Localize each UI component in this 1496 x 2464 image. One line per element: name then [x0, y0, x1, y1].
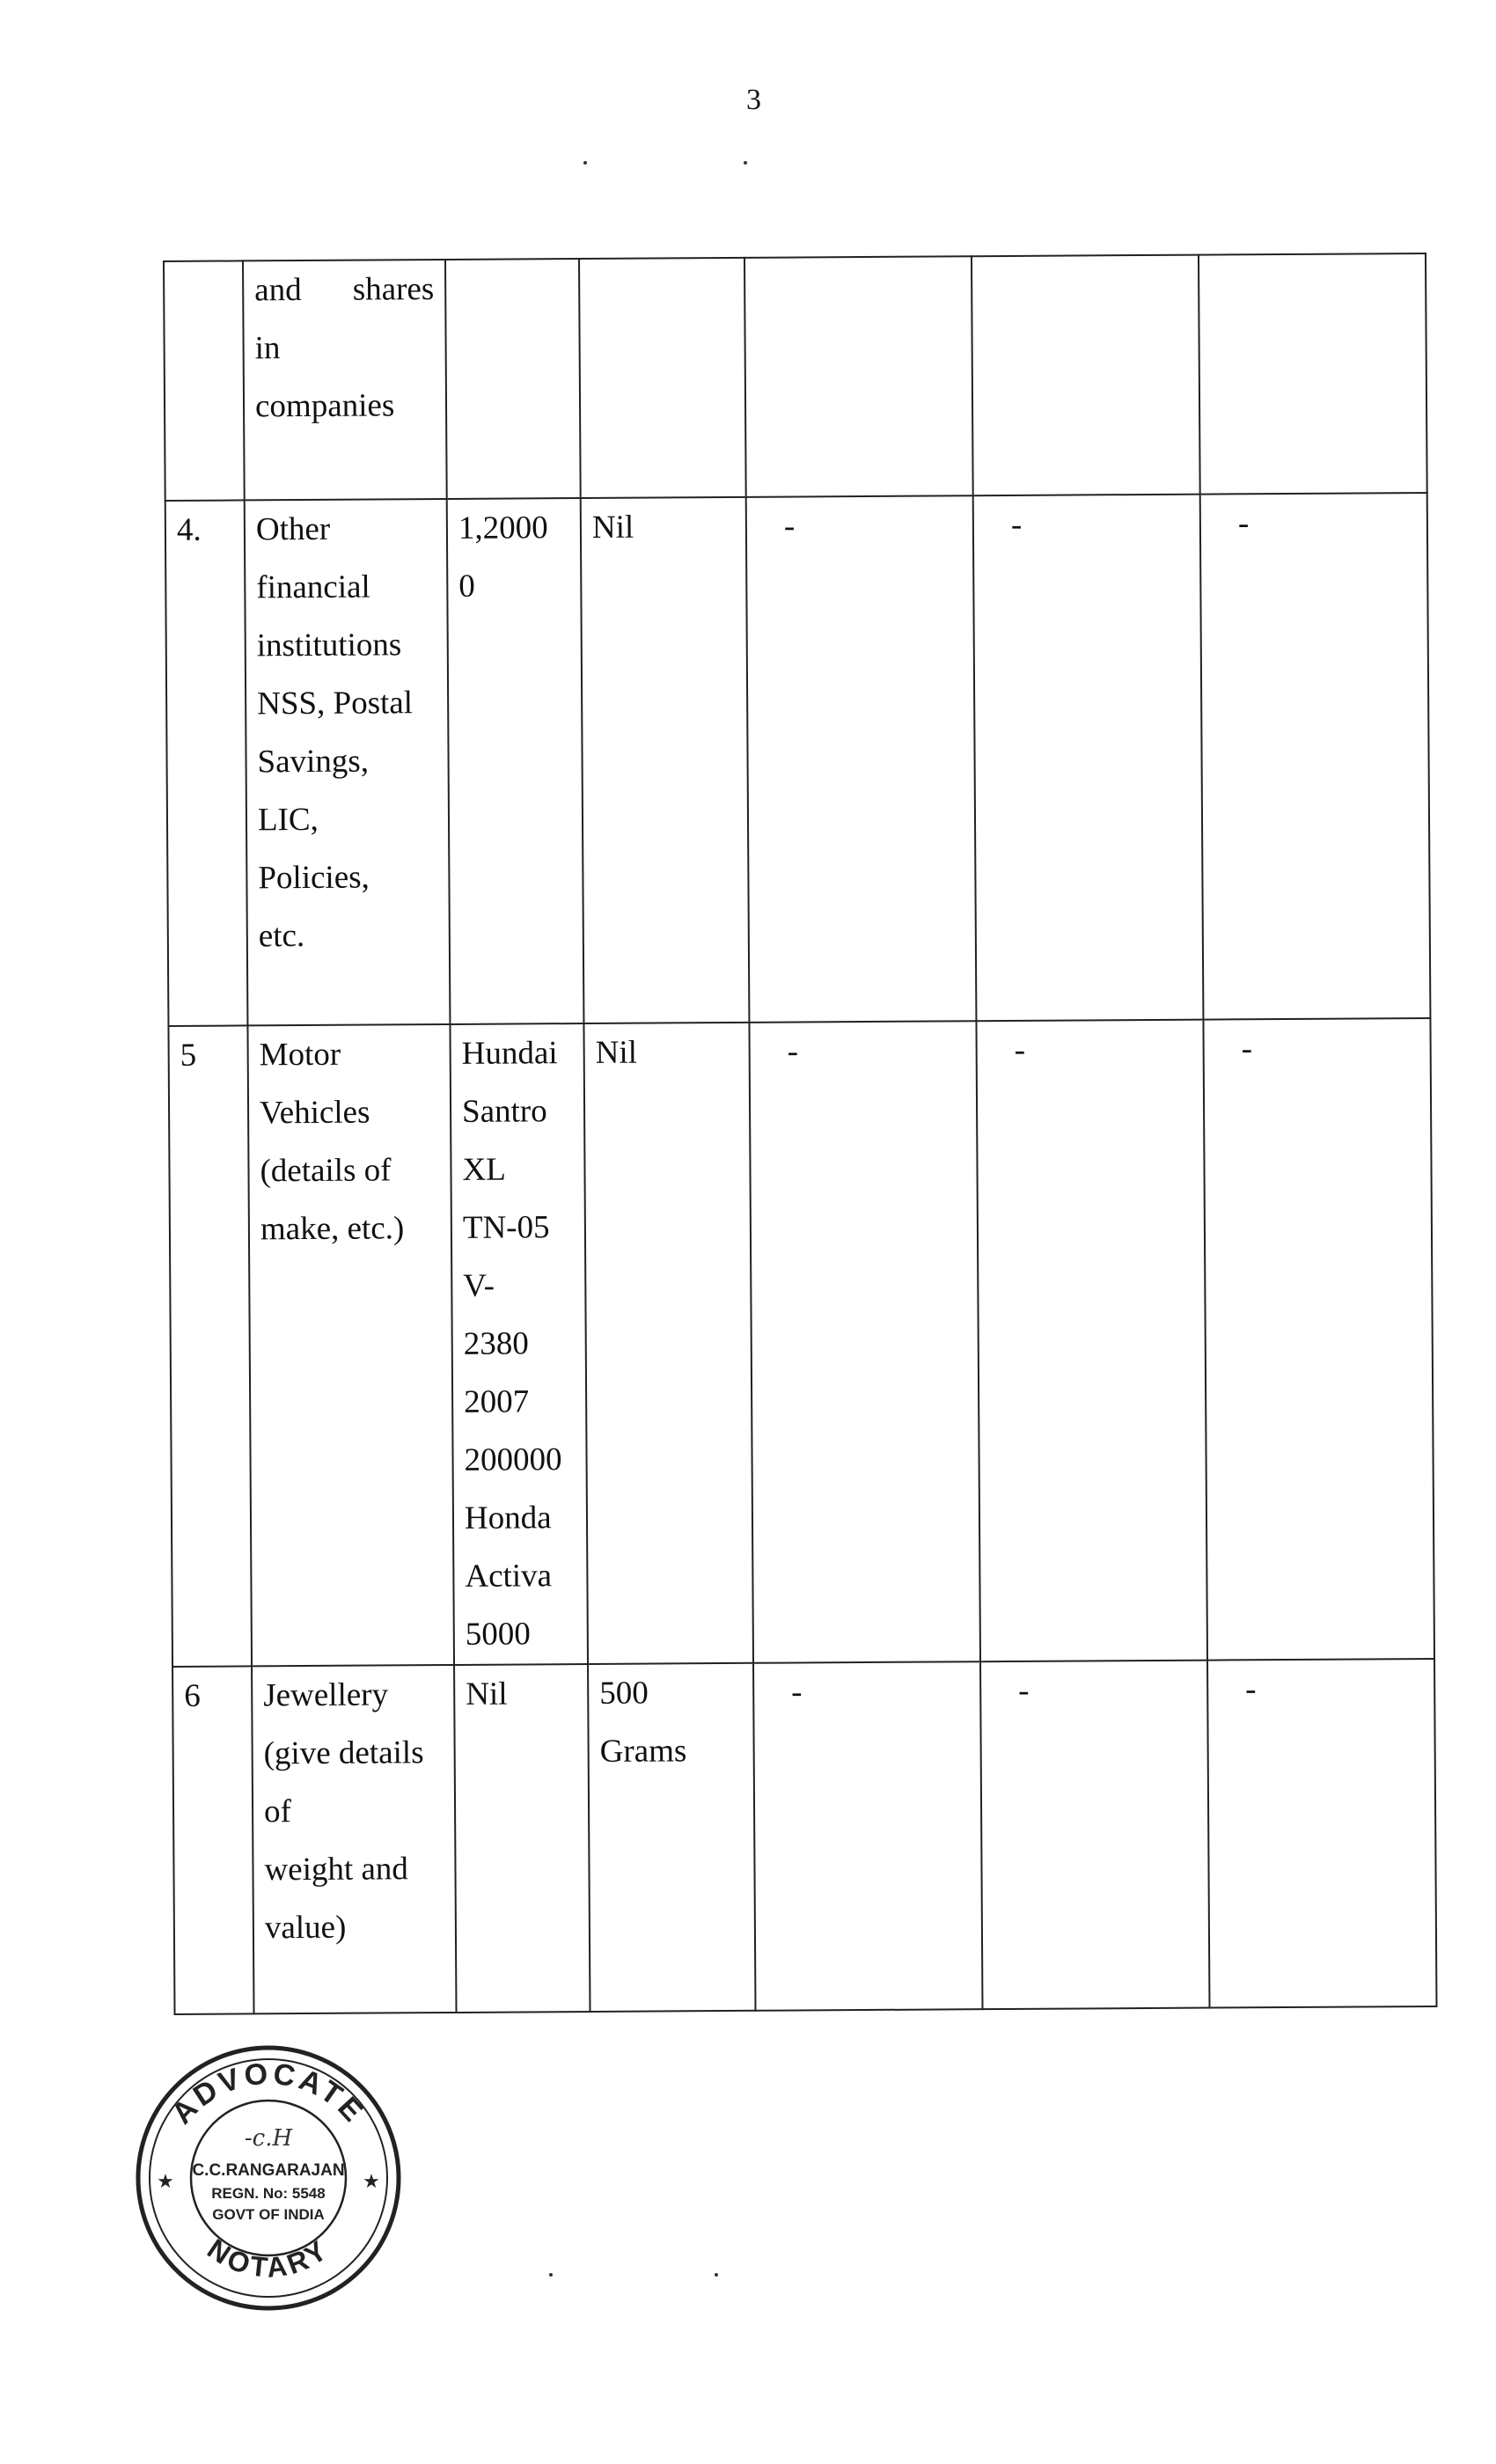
description-cell [243, 260, 447, 500]
value-line: 200000 [464, 1441, 562, 1478]
description-line: Vehicles [259, 1094, 370, 1132]
description-line: Jewellery [263, 1676, 389, 1714]
dash-mark: - [1245, 1671, 1257, 1708]
table-row [168, 1018, 1434, 1667]
description-line: weight and [264, 1851, 408, 1888]
value-line: 1,2000 [458, 510, 548, 546]
value-line: Honda [464, 1500, 552, 1536]
star-icon: ★ [157, 2170, 174, 2192]
description-word: and [254, 272, 302, 309]
description-line: NSS, Postal [257, 685, 414, 722]
value-cell [972, 255, 1200, 496]
scan-speck [744, 161, 747, 165]
description-line: etc. [258, 918, 305, 955]
description-line: companies [254, 387, 395, 425]
value-line: 2007 [464, 1383, 530, 1420]
scan-speck [715, 2273, 718, 2277]
value-cell [973, 495, 1204, 1022]
description-line: (give details [263, 1734, 424, 1772]
description-word: shares [352, 271, 435, 308]
dash-mark: - [1014, 1031, 1026, 1068]
dash-mark: - [787, 1033, 799, 1070]
value-line: Activa [465, 1558, 553, 1595]
value-cell [581, 497, 750, 1023]
description-line: LIC, [257, 801, 319, 839]
value-line: 0 [458, 568, 475, 605]
dash-mark: - [783, 508, 796, 545]
value-cell [447, 498, 584, 1024]
assets-declaration-table [163, 253, 1438, 2015]
value-line: Hundai [461, 1035, 558, 1072]
description-line: Motor [259, 1036, 341, 1074]
dash-mark: - [1018, 1672, 1030, 1709]
description-line: Savings, [257, 743, 370, 781]
value-cell [450, 1023, 588, 1665]
value-line: V- [463, 1267, 495, 1304]
value-cell [445, 259, 581, 499]
description-line: financial [256, 568, 370, 606]
value-cell [1207, 1659, 1436, 2008]
value-line: XL [462, 1151, 506, 1188]
value-line: Nil [595, 1034, 638, 1071]
description-line: in [254, 330, 281, 367]
serial-cell: 5 [168, 1025, 252, 1667]
description-line: Policies, [258, 859, 370, 897]
value-line: 500 [599, 1675, 649, 1712]
value-cell [753, 1661, 982, 2011]
scan-speck [583, 161, 587, 165]
signature: -c.H [244, 2125, 293, 2152]
stamp-bottom-text: NOTARY [202, 2233, 335, 2284]
description-line: of [263, 1793, 292, 1830]
value-cell [1200, 493, 1431, 1020]
stamp-name: C.C.RANGARAJAN [192, 2161, 345, 2180]
stamp-regn: REGN. No: 5548 [211, 2185, 326, 2202]
table-row [172, 1659, 1436, 2014]
stamp-govt: GOVT OF INDIA [212, 2206, 325, 2223]
value-line: Nil [591, 509, 634, 546]
description-line: Other [255, 510, 331, 548]
value-line: 2380 [463, 1325, 529, 1362]
value-line: 5000 [465, 1616, 531, 1653]
value-cell [579, 258, 746, 498]
value-cell [583, 1023, 753, 1664]
table-row [165, 493, 1431, 1026]
description-cell [252, 1665, 456, 2013]
stamp-top-text: ADVOCATE [165, 2057, 372, 2131]
serial-cell: 6 [172, 1666, 253, 2014]
dash-mark: - [1237, 505, 1250, 542]
value-cell [744, 256, 973, 497]
description-line: (details of [260, 1152, 392, 1190]
description-line: institutions [256, 627, 402, 664]
serial-cell: 4. [165, 500, 248, 1026]
value-cell [1203, 1018, 1434, 1661]
dash-mark: - [1010, 506, 1023, 543]
description-cell [245, 499, 451, 1025]
value-line: Santro [461, 1093, 547, 1130]
notary-stamp [132, 2042, 405, 2314]
svg-text:NOTARY [202, 2233, 334, 2284]
value-cell [588, 1663, 755, 2012]
value-line: Nil [466, 1676, 508, 1712]
dash-mark: - [791, 1674, 803, 1711]
page-number: 3 [746, 84, 761, 116]
serial-cell [164, 260, 245, 501]
value-cell [976, 1020, 1207, 1662]
value-cell [454, 1664, 590, 2013]
value-cell [980, 1661, 1209, 2010]
star-icon: ★ [363, 2170, 380, 2192]
value-line: Grams [599, 1733, 687, 1770]
scan-speck [549, 2273, 553, 2277]
description-cell [247, 1024, 454, 1666]
value-line: TN-05 [462, 1209, 550, 1246]
value-cell [749, 1021, 980, 1663]
description-line: make, etc.) [260, 1210, 405, 1248]
description-line: value) [264, 1909, 347, 1947]
value-cell [1199, 253, 1427, 495]
dash-mark: - [1241, 1030, 1253, 1067]
table-row-continued [164, 253, 1427, 501]
value-cell [746, 495, 977, 1023]
